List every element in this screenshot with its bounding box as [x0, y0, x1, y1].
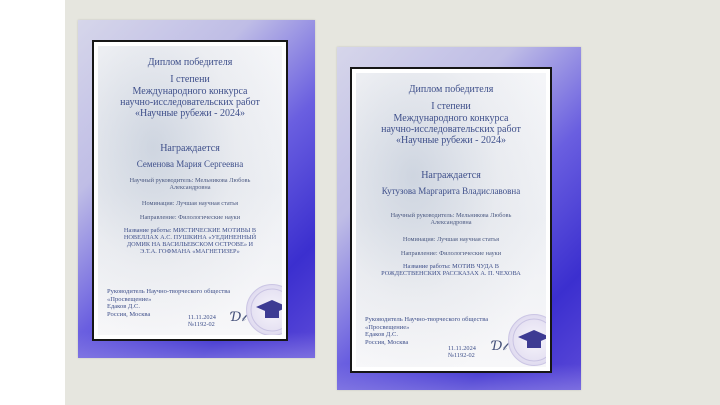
- contest-line-2: научно-исследовательских работ: [381, 124, 521, 135]
- seal-stamp: [246, 284, 282, 335]
- supervisor-line-2: Александровна: [169, 184, 211, 191]
- work-title-line-1: Название работы: МИСТИЧЕСКИЕ МОТИВЫ В: [123, 227, 257, 234]
- awarded-label: Награждается: [160, 143, 220, 154]
- student-name: Кутузова Маргарита Владиславовна: [381, 186, 521, 196]
- issue-date: 11.11.2024: [448, 345, 476, 352]
- work-title-line-1: Название работы: МОТИВ ЧУДА В: [403, 263, 499, 270]
- organizer-line-2: «Просвещение»: [107, 295, 152, 303]
- signature: Ɗ𝓁: [231, 310, 246, 325]
- diploma-degree: I степени: [431, 101, 471, 112]
- certificate-1: [92, 40, 288, 341]
- issue-date: 11.11.2024: [188, 314, 216, 321]
- certificate-number: №1192-02: [188, 321, 215, 329]
- contest-name: «Научные рубежи - 2024»: [396, 135, 506, 146]
- supervisor-line-1: Научный руководитель: Мельникова Любовь: [390, 212, 512, 219]
- certificate-paper: [98, 46, 282, 335]
- direction: Направление: Филологические науки: [400, 250, 502, 257]
- diploma-degree: I степени: [170, 74, 210, 85]
- certificate-frame-2: [337, 47, 581, 390]
- contest-line-1: Международного конкурса: [393, 113, 509, 124]
- nomination: Номинация: Лучшая научная статья: [141, 200, 239, 207]
- contest-line-1: Международного конкурса: [132, 86, 248, 97]
- contest-name: «Научные рубежи - 2024»: [135, 108, 245, 119]
- awarded-label: Награждается: [421, 170, 481, 181]
- supervisor-line-2: Александровна: [430, 219, 472, 226]
- diploma-title: Диплом победителя: [408, 84, 494, 95]
- organizer-line-4: Россия, Москва: [365, 338, 409, 346]
- date-block: [188, 314, 216, 329]
- graduation-cap-icon: [247, 285, 282, 335]
- work-title-line-3: ДОМИК НА ВАСИЛЬЕВСКОМ ОСТРОВЕ» И: [126, 241, 254, 248]
- contest-line-2: научно-исследовательских работ: [120, 97, 260, 108]
- work-title-line-2: РОЖДЕСТВЕНСКИХ РАССКАЗАХ А. П. ЧЕХОВА: [381, 270, 521, 277]
- certificate-number: №1192-02: [448, 352, 475, 360]
- work-title-line-4: Э.Т.А. ГОФМАНА «МАГНЕТИЗЕР»: [140, 248, 240, 255]
- organizer-line-3: Едаков Д.С.: [365, 331, 398, 339]
- certificate-frame-1: [78, 20, 315, 358]
- organizer-line-3: Едаков Д.С.: [107, 303, 140, 311]
- direction: Направление: Филологические науки: [139, 214, 241, 221]
- work-title-line-2: НОВЕЛЛАХ А.С. ПУШКИНА «УЕДИНЕННЫЙ: [123, 234, 257, 241]
- seal-stamp: [508, 314, 546, 366]
- supervisor-line-1: Научный руководитель: Мельникова Любовь: [129, 177, 251, 184]
- organizer-line-2: «Просвещение»: [365, 323, 410, 331]
- signature: Ɗ𝓁: [492, 339, 507, 354]
- certificate-paper: [356, 73, 546, 367]
- student-name: Семенова Мария Сергеевна: [136, 159, 244, 169]
- certificate-2: [350, 67, 552, 373]
- organizer-block: [365, 316, 488, 346]
- nomination: Номинация: Лучшая научная статья: [402, 236, 500, 243]
- organizer-line-1: Руководитель Научно-творческого общества: [365, 316, 489, 323]
- graduation-cap-icon: [509, 315, 546, 365]
- date-block: [448, 345, 476, 360]
- diploma-title: Диплом победителя: [147, 57, 233, 68]
- organizer-line-4: Россия, Москва: [107, 310, 151, 318]
- organizer-line-1: Руководитель Научно-творческого общества: [107, 288, 231, 295]
